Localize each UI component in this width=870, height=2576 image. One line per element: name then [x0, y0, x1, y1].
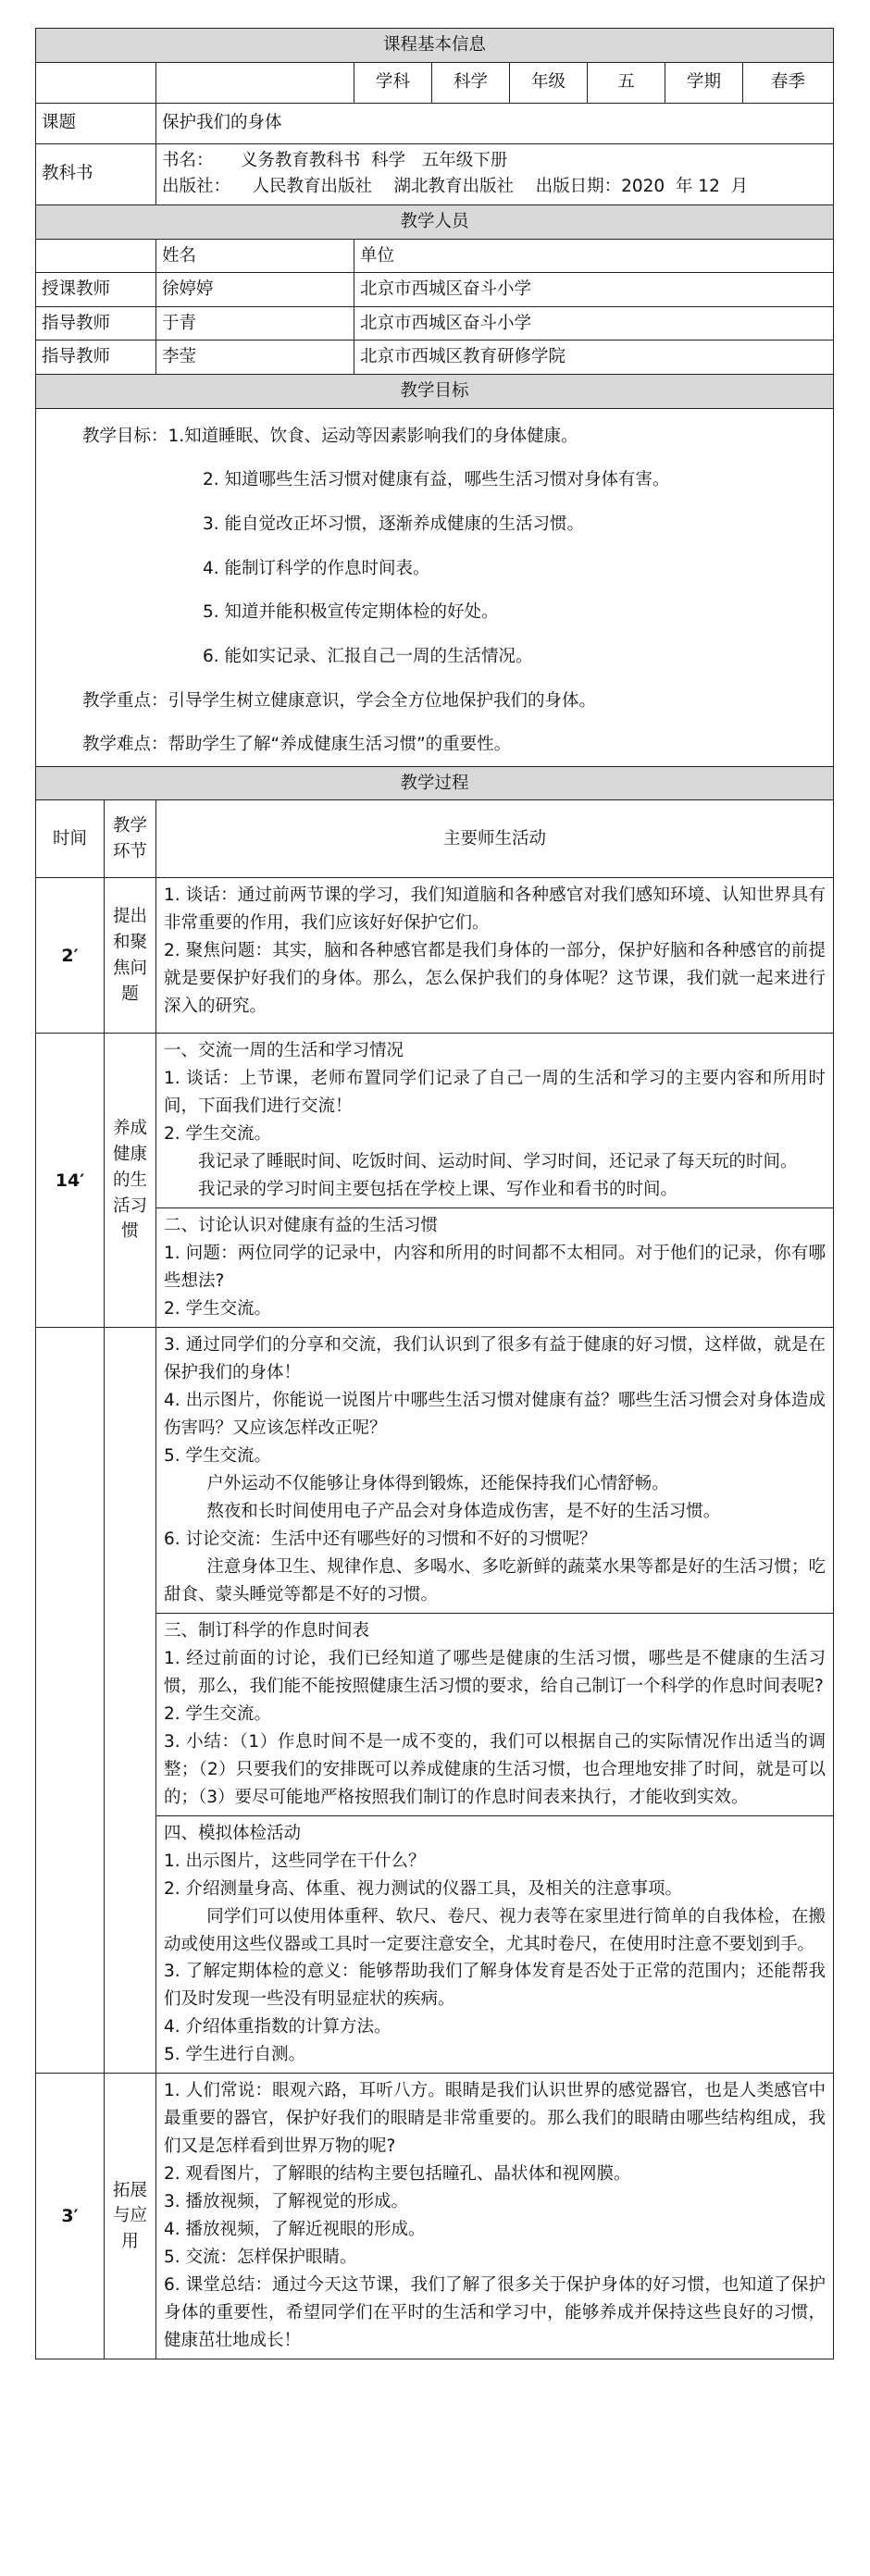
subject-value: 科学 [432, 62, 510, 103]
goal-item: 3. 能自觉改正坏习惯，逐渐养成健康的生活习惯。 [203, 514, 585, 534]
topic-value: 保护我们的身体 [156, 103, 834, 143]
stage-time: 2′ [36, 878, 105, 1034]
goal-item: 5. 知道并能积极宣传定期体检的好处。 [203, 602, 499, 623]
goals-content [36, 408, 834, 766]
goal-item: 6. 能如实记录、汇报自己一周的生活情况。 [203, 646, 533, 666]
section-basic-info: 课程基本信息 [36, 29, 834, 63]
stage-activities: 1. 谈话：通过前两节课的学习，我们知道脑和各种感官对我们感知环境、认知世界具有非常重要的作用，我们应该好好保护它们。 2. 聚焦问题：其实，脑和各种感官都是我们身体的一部分，保护好脑和各种感官的前提就是要保护好我们的身体。那么，怎么保护我们的身体呢？这节课，我们就一起来进行深入的研究。 [156, 878, 834, 1034]
textbook-label: 教科书 [36, 143, 156, 204]
section-process: 教学过程 [36, 766, 834, 800]
stage-activities: 1. 人们常说：眼观六路，耳听八方。眼睛是我们认识世界的感觉器官，也是人类感官中最重要的器官，保护好我们的眼睛是非常重要的。那么我们的眼睛由哪些结构组成，我们又是怎样看到世界万物的呢? 2. 观看图片，了解眼的结构主要包括瞳孔、晶状体和视网膜。 3. 播放视频，了解视觉的形成。 4. 播放视频，了解近视眼的形成。 5. 交流：怎样保护眼睛。 6. 课堂总结：通过今天这节课，我们了解了很多关于保护身体的好习惯，也知道了保护身体的重要性，希望同学们在平时的生活和学习中，能够养成并保持这些良好的习惯，健康茁壮地成长！ [156, 2074, 834, 2359]
grade-value: 五 [588, 62, 665, 103]
grade-label: 年级 [510, 62, 588, 103]
goal-item: 4. 能制订科学的作息时间表。 [203, 558, 430, 578]
lesson-plan-document [35, 28, 833, 2359]
section-goals: 教学目标 [36, 374, 834, 408]
staff-name: 徐婷婷 [156, 273, 354, 307]
name-header: 姓名 [156, 239, 354, 273]
stage-activities: 三、制订科学的作息时间表 1. 经过前面的讨论，我们已经知道了哪些是健康的生活习惯，哪些是不健康的生活习惯，那么，我们能不能按照健康生活习惯的要求，给自己制订一个科学的作息时间表呢? 2. 学生交流。 3. 小结：（1）作息时间不是一成不变的，我们可以根据自己的实际情况作出适当的调整；（2）只要我们的安排既可以养成健康的生活习惯，也合理地安排了时间，就是可以的；（3）要尽可能地严格按照我们制订的作息时间表来执行，才能收到实效。 [156, 1613, 834, 1815]
stage-activities: 四、模拟体检活动 1. 出示图片，这些同学在干什么？ 2. 介绍测量身高、体重、视力测试的仪器工具，及相关的注意事项。 同学们可以使用体重秤、软尺、卷尺、视力表等在家里进行简单的自我体检，在搬动或使用这些仪器或工具时一定要注意安全，尤其时卷尺，在使用时注意不要划到手。 3. 了解定期体检的意义：能够帮助我们了解身体发育是否处于正常的范围内；还能帮我们及时发现一些没有明显症状的疾病。 4. 介绍体重指数的计算方法。 5. 学生进行自测。 [156, 1815, 834, 2074]
textbook-line-2: 出版社： 人民教育出版社 湖北教育出版社 出版日期：2020 年 12 月 [162, 177, 749, 197]
staff-name: 李莹 [156, 341, 354, 375]
topic-label: 课题 [36, 103, 156, 143]
goal-item: 教学目标：1.知道睡眠、饮食、运动等因素影响我们的身体健康。 [82, 426, 578, 446]
stage-time: 3′ [36, 2074, 105, 2359]
stage-name: 提出和聚焦问题 [105, 878, 156, 1034]
difficulty: 教学难点：帮助学生了解“养成健康生活习惯”的重要性。 [82, 735, 512, 755]
subject-label: 学科 [354, 62, 432, 103]
stage-name: 养成健康的生活习惯 [105, 1034, 156, 1328]
staff-name: 于青 [156, 306, 354, 341]
staff-unit: 北京市西城区奋斗小学 [354, 306, 834, 341]
stage-activities: 3. 通过同学们的分享和交流，我们认识到了很多有益于健康的好习惯，这样做，就是在保护我们的身体！ 4. 出示图片，你能说一说图片中哪些生活习惯对健康有益？哪些生活习惯会对身体造成伤害吗？又应该怎样改正呢？ 5. 学生交流。 户外运动不仅能够让身体得到锻炼，还能保持我们心情舒畅。 熬夜和长时间使用电子产品会对身体造成伤害，是不好的生活习惯。 6. 讨论交流：生活中还有哪些好的习惯和不好的习惯呢？ 注意身体卫生、规律作息、多喝水、多吃新鲜的蔬菜水果等都是好的生活习惯；吃甜食、蒙头睡觉等都是不好的习惯。 [156, 1328, 834, 1614]
col-time-header: 时间 [36, 800, 105, 878]
staff-unit: 北京市西城区奋斗小学 [354, 273, 834, 307]
col-stage-header: 教学环节 [105, 800, 156, 878]
lesson-plan-table [35, 28, 834, 2359]
term-value: 春季 [743, 62, 834, 103]
key-point: 教学重点：引导学生树立健康意识，学会全方位地保护我们的身体。 [82, 690, 597, 711]
textbook-info [156, 143, 834, 204]
staff-role: 指导教师 [36, 306, 156, 341]
unit-header: 单位 [354, 239, 834, 273]
staff-unit: 北京市西城区教育研修学院 [354, 341, 834, 375]
col-activity-header: 主要师生活动 [156, 800, 834, 878]
stage-activities: 一、交流一周的生活和学习情况 1. 谈话：上节课，老师布置同学们记录了自己一周的生活和学习的主要内容和所用时间，下面我们进行交流！ 2. 学生交流。 我记录了睡眠时间、吃饭时间、运动时间、学习时间，还记录了每天玩的时间。 我记录的学习时间主要包括在学校上课、写作业和看书的时间。 [156, 1034, 834, 1208]
stage-activities: 二、讨论认识对健康有益的生活习惯 1. 问题：两位同学的记录中，内容和所用的时间都不太相同。对于他们的记录，你有哪些想法? 2. 学生交流。 [156, 1208, 834, 1328]
stage-name: 拓展与应用 [105, 2074, 156, 2359]
goal-item: 2. 知道哪些生活习惯对健康有益，哪些生活习惯对身体有害。 [203, 470, 670, 490]
textbook-line-1: 书名： 义务教育教科书 科学 五年级下册 [162, 150, 508, 170]
term-label: 学期 [665, 62, 743, 103]
staff-role: 指导教师 [36, 341, 156, 375]
staff-role: 授课教师 [36, 273, 156, 307]
stage-time: 14′ [36, 1034, 105, 1328]
section-staff: 教学人员 [36, 204, 834, 239]
